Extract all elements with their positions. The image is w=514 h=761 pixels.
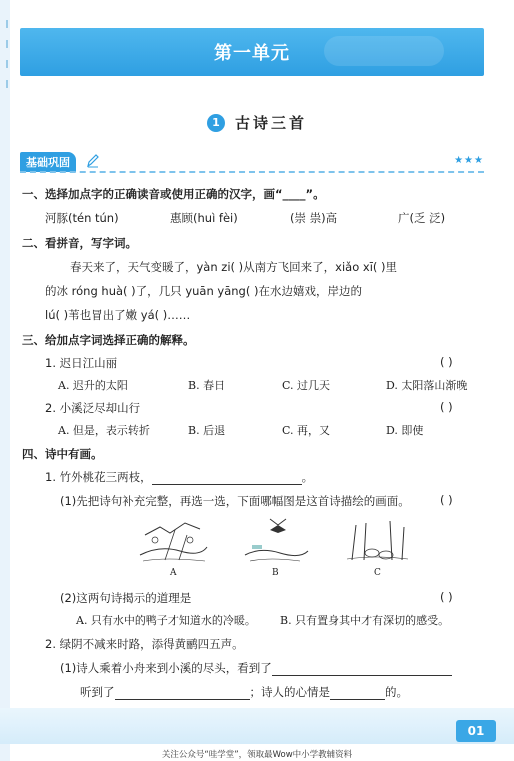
q2-heading: 二、看拼音，写字词。 bbox=[22, 236, 137, 250]
q1-item-2[interactable]: 惠顾(huì fèi) bbox=[170, 211, 238, 225]
q4-sub1-q2-option-a[interactable]: A. 只有水中的鸭子才知道水的冷暖。 bbox=[76, 614, 256, 627]
picture-b-swallow[interactable] bbox=[240, 515, 310, 565]
q4-sub1-q2-answer[interactable]: ( ) bbox=[440, 590, 453, 604]
picture-b-label: B bbox=[272, 568, 279, 578]
q1-item-4[interactable]: 广(乏 泛) bbox=[398, 211, 446, 225]
q4-sub1-text: 1. 竹外桃花三两枝， bbox=[45, 470, 152, 484]
q3-sub1-answer[interactable]: ( ) bbox=[440, 355, 453, 369]
q4-sub1-blank[interactable] bbox=[152, 484, 302, 485]
section-divider bbox=[20, 171, 484, 173]
difficulty-stars: ★★★ bbox=[454, 155, 484, 166]
q4-sub2-q1-line2 bbox=[80, 684, 408, 700]
q4-sub2: 2. 绿阴不减来时路，添得黄鹂四五声。 bbox=[45, 637, 244, 651]
footer-note: 关注公众号“哇学堂”，领取最Wow中小学教辅资料 bbox=[161, 750, 353, 760]
bottom-band bbox=[0, 708, 514, 744]
picture-a-label: A bbox=[170, 568, 177, 578]
q3-sub1-option-c[interactable]: C. 过几天 bbox=[282, 379, 331, 392]
section-tag: 基础巩固 bbox=[20, 152, 76, 172]
q2-line-3[interactable]: lú( )苇也冒出了嫩 yá( )…… bbox=[45, 308, 191, 322]
q4-sub2-q1-line1 bbox=[60, 660, 452, 676]
q4-sub2-q1-blank-3[interactable] bbox=[330, 699, 385, 700]
q3-sub1: 1. 迟日江山丽 bbox=[45, 356, 118, 370]
unit-banner bbox=[20, 28, 484, 76]
q2-line-2[interactable]: 的冰 róng huà( )了，几只 yuān yāng( )在水边嬉戏，岸边的 bbox=[45, 284, 362, 298]
pencil-icon bbox=[86, 152, 100, 168]
q3-sub2: 2. 小溪泛尽却山行 bbox=[45, 401, 141, 415]
q4-sub2-q1-heard: 听到了 bbox=[80, 685, 115, 699]
q3-sub1-option-a[interactable]: A. 迟升的太阳 bbox=[58, 379, 128, 392]
picture-c-label: C bbox=[374, 568, 381, 578]
page-number: 01 bbox=[456, 720, 496, 742]
q3-sub2-answer[interactable]: ( ) bbox=[440, 400, 453, 414]
q4-heading: 四、诗中有画。 bbox=[22, 447, 103, 461]
lesson-number-badge: 1 bbox=[207, 114, 225, 132]
q4-sub1-line bbox=[45, 469, 313, 485]
q4-sub2-q1-blank-1[interactable] bbox=[272, 675, 452, 676]
picture-a-bamboo-peach[interactable] bbox=[135, 515, 210, 565]
q4-sub1-q1-answer[interactable]: ( ) bbox=[440, 493, 453, 507]
q3-sub1-option-b[interactable]: B. 春日 bbox=[188, 379, 226, 392]
q4-sub2-q1-end: 的。 bbox=[385, 685, 408, 699]
q3-heading: 三、给加点字词选择正确的解释。 bbox=[22, 333, 195, 347]
q4-sub1-q2: (2)这两句诗揭示的道理是 bbox=[60, 591, 192, 605]
q4-sub1-q1: (1)先把诗句补充完整，再选一选，下面哪幅图是这首诗描绘的画面。 bbox=[60, 494, 410, 508]
picture-c-ducks[interactable] bbox=[342, 515, 412, 565]
lesson-name: 古诗三首 bbox=[234, 114, 307, 132]
q4-sub2-q1-mood: ；诗人的心情是 bbox=[249, 685, 330, 699]
q4-sub2-q1-blank-2[interactable] bbox=[115, 699, 250, 700]
q1-item-1[interactable]: 河豚(tén tún) bbox=[45, 211, 119, 225]
q3-sub2-option-b[interactable]: B. 后退 bbox=[188, 424, 226, 437]
banner-decoration bbox=[324, 36, 444, 66]
q4-sub1-end: 。 bbox=[301, 470, 314, 484]
q1-item-3[interactable]: (崇 祟)高 bbox=[290, 211, 338, 225]
q1-heading: 一、选择加点字的正确读音或使用正确的汉字，画“____”。 bbox=[22, 187, 325, 201]
q3-sub2-option-a[interactable]: A. 但是，表示转折 bbox=[58, 424, 150, 437]
q4-sub1-q2-option-b[interactable]: B. 只有置身其中才有深切的感受。 bbox=[280, 614, 450, 627]
q3-sub2-option-d[interactable]: D. 即使 bbox=[386, 424, 424, 437]
unit-title: 第一单元 bbox=[214, 43, 290, 64]
q2-line-1[interactable]: 春天来了，天气变暖了，yàn zi( )从南方飞回来了，xiǎo xī( )里 bbox=[70, 260, 398, 274]
q3-sub2-option-c[interactable]: C. 再，又 bbox=[282, 424, 331, 437]
q3-sub1-option-d[interactable]: D. 太阳落山渐晚 bbox=[386, 379, 468, 392]
q4-sub2-q1-text: (1)诗人乘着小舟来到小溪的尽头，看到了 bbox=[60, 661, 272, 675]
lesson-heading bbox=[0, 112, 514, 133]
